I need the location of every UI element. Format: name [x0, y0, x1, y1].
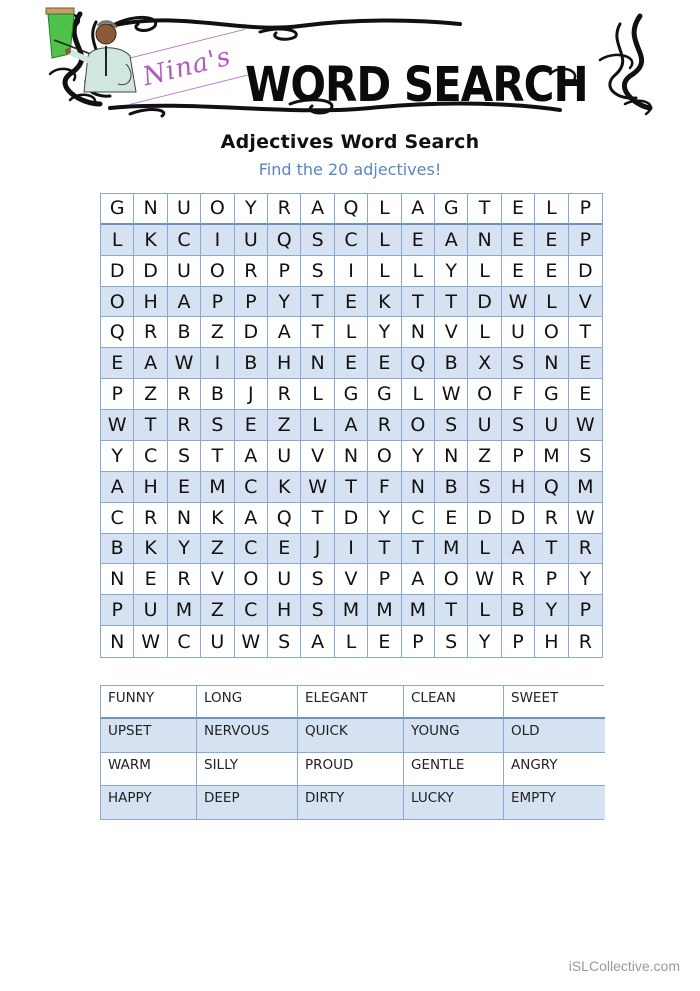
- document-title: Adjectives Word Search: [220, 131, 480, 153]
- grid-letter-cell[interactable]: D: [468, 287, 501, 318]
- grid-letter-cell[interactable]: L: [535, 194, 568, 225]
- grid-letter-cell[interactable]: G: [535, 379, 568, 410]
- grid-letter-cell[interactable]: U: [235, 225, 268, 256]
- grid-letter-cell[interactable]: L: [535, 287, 568, 318]
- grid-letter-cell[interactable]: R: [168, 564, 201, 595]
- grid-letter-cell[interactable]: L: [335, 317, 368, 348]
- grid-letter-cell[interactable]: A: [268, 317, 301, 348]
- grid-letter-cell[interactable]: H: [502, 472, 535, 503]
- grid-letter-cell[interactable]: I: [201, 225, 234, 256]
- grid-letter-cell[interactable]: S: [435, 626, 468, 657]
- grid-letter-cell[interactable]: S: [168, 441, 201, 472]
- grid-letter-cell[interactable]: Z: [468, 441, 501, 472]
- grid-letter-cell[interactable]: R: [268, 194, 301, 225]
- grid-letter-cell[interactable]: E: [502, 225, 535, 256]
- word-search-grid: [100, 193, 603, 658]
- word-list-item: DEEP: [197, 786, 298, 819]
- grid-letter-cell[interactable]: C: [235, 472, 268, 503]
- grid-letter-cell[interactable]: A: [402, 564, 435, 595]
- grid-letter-cell[interactable]: O: [201, 256, 234, 287]
- grid-letter-cell[interactable]: G: [101, 194, 134, 225]
- grid-letter-cell[interactable]: F: [368, 472, 401, 503]
- grid-letter-cell[interactable]: H: [134, 472, 167, 503]
- grid-letter-cell[interactable]: W: [502, 287, 535, 318]
- grid-letter-cell[interactable]: L: [301, 410, 334, 441]
- grid-letter-cell[interactable]: H: [134, 287, 167, 318]
- grid-letter-cell[interactable]: W: [101, 410, 134, 441]
- grid-letter-cell[interactable]: T: [569, 317, 602, 348]
- word-list-item: NERVOUS: [197, 719, 298, 752]
- brand-script-label: Nina's: [118, 29, 255, 105]
- grid-letter-cell[interactable]: G: [435, 194, 468, 225]
- grid-letter-cell[interactable]: Z: [201, 534, 234, 565]
- grid-letter-cell[interactable]: Y: [435, 256, 468, 287]
- grid-letter-cell[interactable]: P: [502, 441, 535, 472]
- grid-letter-cell[interactable]: A: [502, 534, 535, 565]
- grid-letter-cell[interactable]: L: [402, 379, 435, 410]
- grid-letter-cell[interactable]: E: [569, 348, 602, 379]
- grid-letter-cell[interactable]: U: [134, 595, 167, 626]
- grid-letter-cell[interactable]: Y: [535, 595, 568, 626]
- word-list-item: EMPTY: [504, 786, 605, 819]
- grid-letter-cell[interactable]: N: [301, 348, 334, 379]
- grid-letter-cell[interactable]: R: [168, 410, 201, 441]
- grid-letter-cell[interactable]: P: [101, 379, 134, 410]
- grid-letter-cell[interactable]: N: [402, 317, 435, 348]
- word-list-item: DIRTY: [298, 786, 404, 819]
- grid-letter-cell[interactable]: Y: [168, 534, 201, 565]
- grid-letter-cell[interactable]: O: [101, 287, 134, 318]
- grid-letter-cell[interactable]: K: [268, 472, 301, 503]
- grid-letter-cell[interactable]: H: [535, 626, 568, 657]
- grid-letter-cell[interactable]: B: [235, 348, 268, 379]
- grid-letter-cell[interactable]: C: [402, 503, 435, 534]
- grid-letter-cell[interactable]: P: [502, 626, 535, 657]
- grid-letter-cell[interactable]: P: [569, 194, 602, 225]
- grid-letter-cell[interactable]: D: [502, 503, 535, 534]
- word-list-item: FUNNY: [101, 686, 197, 719]
- word-list-item: UPSET: [101, 719, 197, 752]
- grid-letter-cell[interactable]: D: [335, 503, 368, 534]
- grid-letter-cell[interactable]: M: [569, 472, 602, 503]
- grid-letter-cell[interactable]: Q: [101, 317, 134, 348]
- grid-letter-cell[interactable]: E: [101, 348, 134, 379]
- grid-letter-cell[interactable]: Y: [468, 626, 501, 657]
- grid-letter-cell[interactable]: A: [101, 472, 134, 503]
- grid-letter-cell[interactable]: L: [101, 225, 134, 256]
- grid-letter-cell[interactable]: A: [301, 626, 334, 657]
- word-list-item: WARM: [101, 753, 197, 786]
- grid-letter-cell[interactable]: D: [468, 503, 501, 534]
- grid-letter-cell[interactable]: R: [569, 534, 602, 565]
- grid-letter-cell[interactable]: E: [335, 287, 368, 318]
- grid-letter-cell[interactable]: T: [468, 194, 501, 225]
- grid-letter-cell[interactable]: L: [468, 317, 501, 348]
- grid-letter-cell[interactable]: Y: [235, 194, 268, 225]
- grid-letter-cell[interactable]: N: [335, 441, 368, 472]
- grid-letter-cell[interactable]: T: [368, 534, 401, 565]
- grid-letter-cell[interactable]: I: [201, 348, 234, 379]
- grid-letter-cell[interactable]: N: [101, 564, 134, 595]
- grid-letter-cell[interactable]: G: [335, 379, 368, 410]
- grid-letter-cell[interactable]: P: [569, 595, 602, 626]
- grid-letter-cell[interactable]: T: [301, 317, 334, 348]
- grid-letter-cell[interactable]: R: [134, 317, 167, 348]
- grid-letter-cell[interactable]: L: [402, 256, 435, 287]
- grid-letter-cell[interactable]: E: [368, 626, 401, 657]
- grid-letter-cell[interactable]: U: [168, 194, 201, 225]
- grid-letter-cell[interactable]: L: [468, 534, 501, 565]
- grid-letter-cell[interactable]: D: [134, 256, 167, 287]
- word-list-item: PROUD: [298, 753, 404, 786]
- teacher-with-board-icon: [40, 4, 150, 100]
- grid-letter-cell[interactable]: Z: [268, 410, 301, 441]
- grid-letter-cell[interactable]: Q: [402, 348, 435, 379]
- grid-letter-cell[interactable]: S: [468, 472, 501, 503]
- grid-letter-cell[interactable]: A: [134, 348, 167, 379]
- grid-letter-cell[interactable]: S: [301, 225, 334, 256]
- grid-letter-cell[interactable]: M: [335, 595, 368, 626]
- grid-letter-cell[interactable]: B: [435, 472, 468, 503]
- grid-letter-cell[interactable]: Y: [368, 503, 401, 534]
- grid-letter-cell[interactable]: K: [134, 534, 167, 565]
- word-list-item: LUCKY: [404, 786, 504, 819]
- grid-letter-cell[interactable]: E: [268, 534, 301, 565]
- grid-letter-cell[interactable]: V: [569, 287, 602, 318]
- grid-letter-cell[interactable]: Y: [402, 441, 435, 472]
- grid-letter-cell[interactable]: B: [168, 317, 201, 348]
- grid-letter-cell[interactable]: T: [301, 287, 334, 318]
- grid-letter-cell[interactable]: P: [201, 287, 234, 318]
- grid-letter-cell[interactable]: S: [435, 410, 468, 441]
- grid-letter-cell[interactable]: C: [335, 225, 368, 256]
- grid-letter-cell[interactable]: E: [402, 225, 435, 256]
- grid-letter-cell[interactable]: S: [502, 348, 535, 379]
- grid-letter-cell[interactable]: H: [268, 595, 301, 626]
- grid-letter-cell[interactable]: K: [201, 503, 234, 534]
- grid-letter-cell[interactable]: K: [368, 287, 401, 318]
- grid-letter-cell[interactable]: A: [168, 287, 201, 318]
- grid-letter-cell[interactable]: D: [235, 317, 268, 348]
- grid-letter-cell[interactable]: S: [301, 564, 334, 595]
- grid-letter-cell[interactable]: W: [235, 626, 268, 657]
- grid-letter-cell[interactable]: J: [301, 534, 334, 565]
- grid-letter-cell[interactable]: L: [468, 256, 501, 287]
- grid-letter-cell[interactable]: E: [535, 225, 568, 256]
- grid-letter-cell[interactable]: G: [368, 379, 401, 410]
- grid-letter-cell[interactable]: Y: [101, 441, 134, 472]
- grid-letter-cell[interactable]: P: [268, 256, 301, 287]
- grid-letter-cell[interactable]: T: [134, 410, 167, 441]
- grid-letter-cell[interactable]: N: [435, 441, 468, 472]
- grid-letter-cell[interactable]: E: [168, 472, 201, 503]
- grid-letter-cell[interactable]: E: [502, 256, 535, 287]
- grid-letter-cell[interactable]: R: [368, 410, 401, 441]
- grid-letter-cell[interactable]: M: [535, 441, 568, 472]
- grid-letter-cell[interactable]: E: [335, 348, 368, 379]
- banner-title: WORD SEARCH: [245, 56, 588, 113]
- grid-letter-cell[interactable]: T: [301, 503, 334, 534]
- grid-letter-cell[interactable]: T: [535, 534, 568, 565]
- grid-letter-cell[interactable]: Q: [268, 225, 301, 256]
- grid-letter-cell[interactable]: M: [168, 595, 201, 626]
- grid-letter-cell[interactable]: Z: [201, 595, 234, 626]
- grid-letter-cell[interactable]: I: [335, 256, 368, 287]
- grid-letter-cell[interactable]: T: [402, 287, 435, 318]
- grid-letter-cell[interactable]: R: [168, 379, 201, 410]
- grid-letter-cell[interactable]: C: [168, 626, 201, 657]
- grid-letter-cell[interactable]: Q: [335, 194, 368, 225]
- grid-letter-cell[interactable]: L: [301, 379, 334, 410]
- grid-letter-cell[interactable]: A: [435, 225, 468, 256]
- grid-letter-cell[interactable]: R: [569, 626, 602, 657]
- grid-letter-cell[interactable]: W: [468, 564, 501, 595]
- grid-letter-cell[interactable]: L: [368, 225, 401, 256]
- grid-letter-cell[interactable]: E: [435, 503, 468, 534]
- grid-letter-cell[interactable]: O: [235, 564, 268, 595]
- grid-letter-cell[interactable]: T: [435, 595, 468, 626]
- grid-letter-cell[interactable]: K: [134, 225, 167, 256]
- grid-letter-cell[interactable]: U: [535, 410, 568, 441]
- grid-letter-cell[interactable]: P: [535, 564, 568, 595]
- grid-letter-cell[interactable]: S: [301, 595, 334, 626]
- grid-letter-cell[interactable]: U: [268, 564, 301, 595]
- grid-letter-cell[interactable]: Y: [569, 564, 602, 595]
- grid-letter-cell[interactable]: C: [168, 225, 201, 256]
- grid-letter-cell[interactable]: U: [201, 626, 234, 657]
- grid-letter-cell[interactable]: T: [435, 287, 468, 318]
- grid-letter-cell[interactable]: E: [235, 410, 268, 441]
- grid-letter-cell[interactable]: S: [569, 441, 602, 472]
- grid-letter-cell[interactable]: Q: [268, 503, 301, 534]
- grid-letter-cell[interactable]: W: [569, 410, 602, 441]
- grid-letter-cell[interactable]: E: [535, 256, 568, 287]
- grid-letter-cell[interactable]: C: [101, 503, 134, 534]
- word-list-item: LONG: [197, 686, 298, 719]
- grid-letter-cell[interactable]: N: [402, 472, 435, 503]
- grid-letter-cell[interactable]: O: [402, 410, 435, 441]
- grid-letter-cell[interactable]: C: [235, 534, 268, 565]
- word-list-item: ANGRY: [504, 753, 605, 786]
- grid-letter-cell[interactable]: N: [168, 503, 201, 534]
- word-list-item: OLD: [504, 719, 605, 752]
- grid-letter-cell[interactable]: U: [468, 410, 501, 441]
- grid-letter-cell[interactable]: H: [268, 348, 301, 379]
- grid-letter-cell[interactable]: V: [435, 317, 468, 348]
- grid-letter-cell[interactable]: M: [435, 534, 468, 565]
- grid-letter-cell[interactable]: R: [268, 379, 301, 410]
- grid-letter-cell[interactable]: Y: [368, 317, 401, 348]
- grid-letter-cell[interactable]: R: [535, 503, 568, 534]
- grid-letter-cell[interactable]: D: [101, 256, 134, 287]
- word-list-item: YOUNG: [404, 719, 504, 752]
- grid-letter-cell[interactable]: V: [301, 441, 334, 472]
- grid-letter-cell[interactable]: P: [368, 564, 401, 595]
- grid-letter-cell[interactable]: S: [268, 626, 301, 657]
- grid-letter-cell[interactable]: R: [134, 503, 167, 534]
- grid-letter-cell[interactable]: A: [335, 410, 368, 441]
- grid-letter-cell[interactable]: U: [502, 317, 535, 348]
- grid-letter-cell[interactable]: M: [368, 595, 401, 626]
- grid-letter-cell[interactable]: U: [168, 256, 201, 287]
- word-list-item: CLEAN: [404, 686, 504, 719]
- grid-letter-cell[interactable]: N: [535, 348, 568, 379]
- grid-letter-cell[interactable]: C: [235, 595, 268, 626]
- grid-letter-cell[interactable]: P: [101, 595, 134, 626]
- header-banner: [40, 4, 660, 126]
- grid-letter-cell[interactable]: Z: [134, 379, 167, 410]
- grid-letter-cell[interactable]: E: [502, 194, 535, 225]
- grid-letter-cell[interactable]: W: [435, 379, 468, 410]
- grid-letter-cell[interactable]: E: [134, 564, 167, 595]
- word-list-item: SWEET: [504, 686, 605, 719]
- grid-letter-cell[interactable]: A: [402, 194, 435, 225]
- grid-letter-cell[interactable]: L: [468, 595, 501, 626]
- grid-letter-cell[interactable]: O: [535, 317, 568, 348]
- grid-letter-cell[interactable]: N: [134, 194, 167, 225]
- grid-letter-cell[interactable]: Y: [268, 287, 301, 318]
- word-list-item: SILLY: [197, 753, 298, 786]
- grid-letter-cell[interactable]: B: [101, 534, 134, 565]
- grid-letter-cell[interactable]: Z: [201, 317, 234, 348]
- word-list-item: GENTLE: [404, 753, 504, 786]
- grid-letter-cell[interactable]: O: [368, 441, 401, 472]
- grid-letter-cell[interactable]: U: [268, 441, 301, 472]
- grid-letter-cell[interactable]: W: [168, 348, 201, 379]
- grid-letter-cell[interactable]: V: [335, 564, 368, 595]
- grid-letter-cell[interactable]: R: [235, 256, 268, 287]
- grid-letter-cell[interactable]: A: [235, 441, 268, 472]
- grid-letter-cell[interactable]: P: [402, 626, 435, 657]
- grid-letter-cell[interactable]: W: [134, 626, 167, 657]
- grid-letter-cell[interactable]: S: [301, 256, 334, 287]
- grid-letter-cell[interactable]: B: [502, 595, 535, 626]
- grid-letter-cell[interactable]: P: [235, 287, 268, 318]
- grid-letter-cell[interactable]: M: [201, 472, 234, 503]
- grid-letter-cell[interactable]: S: [502, 410, 535, 441]
- grid-letter-cell[interactable]: A: [301, 194, 334, 225]
- grid-letter-cell[interactable]: O: [201, 194, 234, 225]
- grid-letter-cell[interactable]: B: [201, 379, 234, 410]
- grid-letter-cell[interactable]: P: [569, 225, 602, 256]
- grid-letter-cell[interactable]: T: [201, 441, 234, 472]
- document-subtitle: Find the 20 adjectives!: [258, 160, 442, 179]
- watermark: iSLCollective.com: [568, 958, 680, 974]
- grid-letter-cell[interactable]: L: [335, 626, 368, 657]
- grid-letter-cell[interactable]: F: [502, 379, 535, 410]
- grid-letter-cell[interactable]: E: [569, 379, 602, 410]
- grid-letter-cell[interactable]: I: [335, 534, 368, 565]
- grid-letter-cell[interactable]: R: [502, 564, 535, 595]
- grid-letter-cell[interactable]: S: [201, 410, 234, 441]
- word-list-table: [100, 685, 604, 820]
- grid-letter-cell[interactable]: X: [468, 348, 501, 379]
- word-list-item: HAPPY: [101, 786, 197, 819]
- grid-letter-cell[interactable]: V: [201, 564, 234, 595]
- grid-letter-cell[interactable]: L: [368, 194, 401, 225]
- grid-letter-cell[interactable]: W: [301, 472, 334, 503]
- grid-letter-cell[interactable]: O: [468, 379, 501, 410]
- grid-letter-cell[interactable]: N: [468, 225, 501, 256]
- grid-letter-cell[interactable]: Q: [535, 472, 568, 503]
- grid-letter-cell[interactable]: T: [335, 472, 368, 503]
- grid-letter-cell[interactable]: M: [402, 595, 435, 626]
- word-list-item: QUICK: [298, 719, 404, 752]
- grid-letter-cell[interactable]: N: [101, 626, 134, 657]
- grid-letter-cell[interactable]: A: [235, 503, 268, 534]
- grid-letter-cell[interactable]: J: [235, 379, 268, 410]
- grid-letter-cell[interactable]: W: [569, 503, 602, 534]
- grid-letter-cell[interactable]: E: [368, 348, 401, 379]
- word-list-item: ELEGANT: [298, 686, 404, 719]
- grid-letter-cell[interactable]: B: [435, 348, 468, 379]
- grid-letter-cell[interactable]: L: [368, 256, 401, 287]
- grid-letter-cell[interactable]: D: [569, 256, 602, 287]
- grid-letter-cell[interactable]: C: [134, 441, 167, 472]
- grid-letter-cell[interactable]: T: [402, 534, 435, 565]
- grid-letter-cell[interactable]: O: [435, 564, 468, 595]
